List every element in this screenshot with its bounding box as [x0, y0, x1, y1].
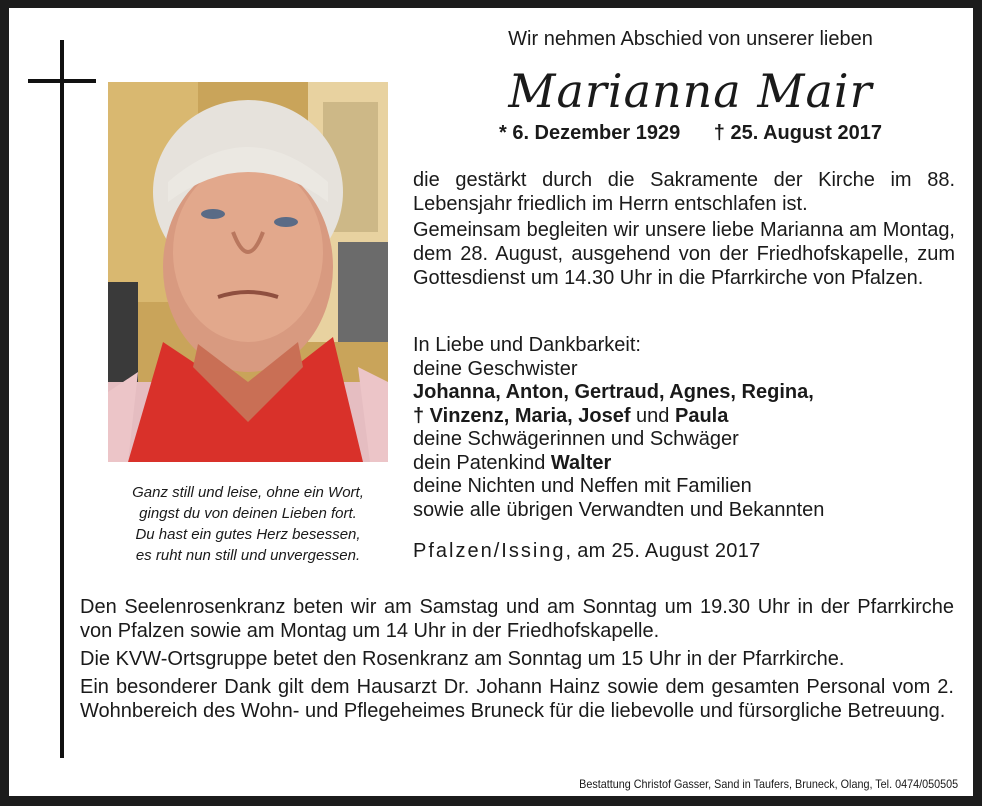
paragraph: Gemeinsam begleiten wir unsere liebe Marianna am Montag, dem 28. August, ausgehend von der Friedhofskapelle, zum Gottesdienst um 14.30 Uhr in die Pfarrkirche von Pfalzen.	[413, 219, 955, 289]
mourners-list	[413, 334, 955, 522]
info-paragraph: Den Seelenrosenkranz beten wir am Samstag und am Sonntag um 19.30 Uhr in der Pfarrkirche von Pfalzen sowie am Montag um 14 Uhr in der Friedhofskapelle.	[80, 596, 954, 642]
place-date	[413, 540, 761, 563]
mourners-line: deine Geschwister	[413, 357, 578, 380]
info-paragraph: Die KVW-Ortsgruppe betet den Rosenkranz am Sonntag um 15 Uhr in der Pfarrkirche.	[80, 648, 845, 670]
life-dates	[413, 122, 968, 145]
godchild-label: dein Patenkind	[413, 451, 551, 474]
paragraph: die gestärkt durch die Sakramente der Kirche im 88. Lebensjahr friedlich im Herrn entschlafen ist.	[413, 169, 955, 215]
deceased-name: Marianna Mair	[508, 64, 873, 118]
info-paragraph: Ein besonderer Dank gilt dem Hausarzt Dr. Johann Hainz sowie dem gesamten Personal vom 2. Wohnbereich des Wohn- und Pflegeheimes Bruneck für die liebevolle und fürsorgliche Betreuung.	[80, 676, 954, 722]
cross-icon-bar	[28, 79, 96, 83]
birth-date: * 6. Dezember 1929	[498, 122, 681, 144]
godchild-line	[413, 452, 955, 476]
poem-line: gingst du von deinen Lieben fort.	[139, 505, 357, 522]
mourners-line: deine Schwägerinnen und Schwäger	[413, 428, 739, 450]
poem	[100, 482, 396, 566]
intro-text: Wir nehmen Abschied von unserer lieben	[508, 28, 873, 50]
service-info	[80, 595, 954, 727]
siblings-names-line2	[413, 405, 955, 429]
place-name: Pfalzen/Issing	[413, 540, 566, 562]
poem-line: Ganz still und leise, ohne ein Wort,	[132, 484, 364, 501]
poem-line: Du hast ein gutes Herz besessen,	[135, 526, 361, 543]
mourners-line: deine Nichten und Neffen mit Familien	[413, 475, 752, 497]
conjunction: und	[630, 404, 675, 427]
siblings-names: Johanna, Anton, Gertraud, Agnes, Regina,	[413, 381, 814, 403]
portrait-photo	[108, 82, 388, 462]
poem-line: es ruht nun still und unvergessen.	[135, 547, 361, 564]
mourners-line: sowie alle übrigen Verwandten und Bekannten	[413, 498, 825, 521]
godchild-name: Walter	[550, 451, 612, 474]
mourners-heading: In Liebe und Dankbarkeit:	[413, 334, 641, 356]
date-text: , am 25. August 2017	[565, 540, 761, 562]
siblings-names-bold: † Vinzenz, Maria, Josef	[413, 404, 631, 427]
death-date: † 25. August 2017	[713, 122, 883, 144]
funeral-home-footer: Bestattung Christof Gasser, Sand in Taufers, Bruneck, Olang, Tel. 0474/050505	[578, 777, 958, 791]
cross-icon	[60, 40, 64, 758]
sibling-name-last: Paula	[674, 404, 729, 427]
announcement-body	[413, 168, 955, 290]
